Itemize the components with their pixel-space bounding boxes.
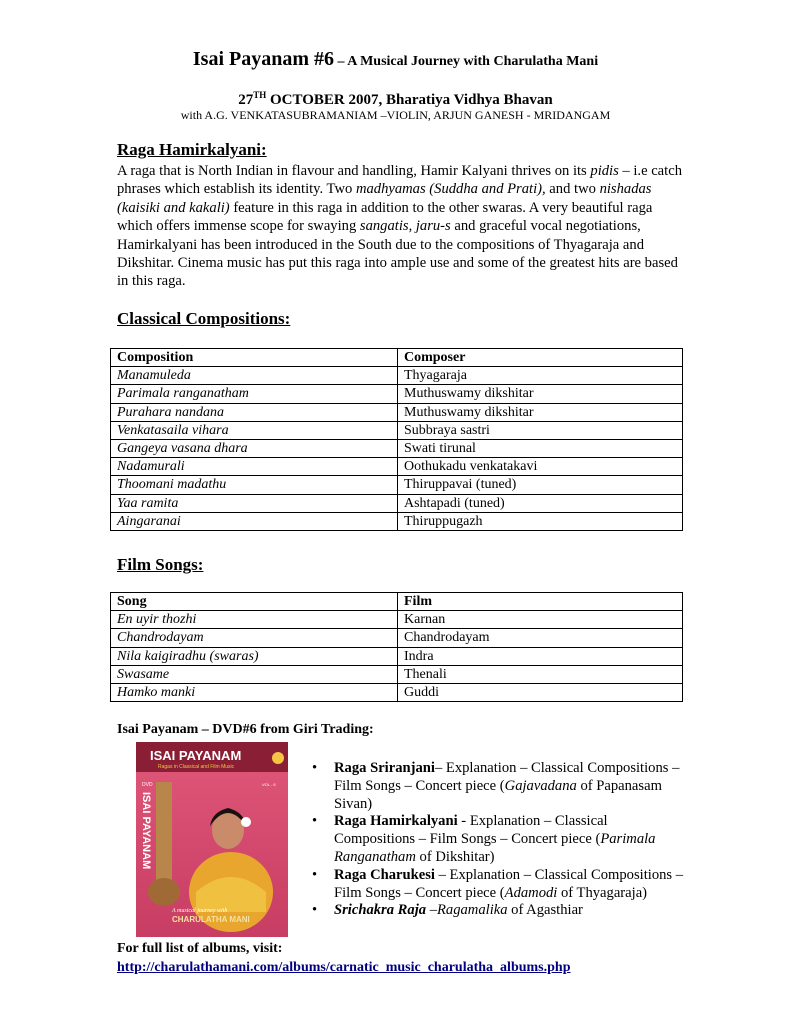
- table-header-row: [111, 349, 683, 367]
- table-cell-value: Thenali: [398, 665, 683, 683]
- cover-logo-icon: [272, 752, 284, 764]
- dvd-item-em: Gajavadana: [504, 777, 577, 794]
- table-cell-value: Thiruppavai (tuned): [398, 476, 683, 494]
- column-header-film: Film: [398, 593, 683, 611]
- table-cell-title: Swasame: [111, 665, 398, 683]
- dvd-item-bold: Raga Charukesi: [334, 866, 435, 883]
- raga-text-em: pidis: [590, 163, 619, 179]
- dvd-item-em: Adamodi: [504, 884, 558, 901]
- table-cell-value: Thiruppugazh: [398, 512, 683, 530]
- raga-text: and two: [545, 181, 600, 198]
- cover-vertical-title: ISAI PAYANAM: [140, 792, 152, 870]
- title-main: Isai Payanam #6: [192, 48, 335, 70]
- event-date: [0, 90, 791, 109]
- column-header-song: Song: [111, 593, 398, 611]
- title-subtitle: – A Musical Journey with Charulatha Mani: [334, 54, 599, 69]
- column-header-composer: Composer: [398, 349, 683, 367]
- dvd-item-t2: of Thyagaraja): [557, 884, 648, 901]
- table-cell-title: Chandrodayam: [111, 629, 398, 647]
- film-songs-table-body: [111, 593, 683, 702]
- dvd-cover-art: [136, 742, 288, 937]
- cover-title: ISAI PAYANAM: [150, 748, 242, 763]
- cover-artist: CHARULATHA MANI: [172, 915, 250, 924]
- bullet-icon: •: [312, 813, 318, 830]
- bullet-icon: •: [312, 902, 318, 919]
- table-cell-title: Parimala ranganatham: [111, 385, 398, 403]
- dvd-item-em: Parimala Ranganatham: [334, 831, 656, 865]
- table-row: [111, 647, 683, 665]
- table-cell-title: Nila kaigiradhu (swaras): [111, 647, 398, 665]
- list-item: [310, 902, 690, 920]
- table-header-row: [111, 593, 683, 611]
- dvd-contents-list: [310, 760, 690, 920]
- table-cell-title: Nadamurali: [111, 458, 398, 476]
- compositions-table: [110, 348, 683, 531]
- raga-text-em: nishadas (kaisiki and kakali): [117, 181, 652, 216]
- table-cell-value: Indra: [398, 647, 683, 665]
- table-row: [111, 367, 683, 385]
- date-day: 27: [238, 92, 254, 108]
- column-header-composition: Composition: [111, 349, 398, 367]
- raga-text-em: madhyamas (Suddha and Prati),: [355, 181, 546, 198]
- raga-text-em: jaru-s: [415, 218, 451, 235]
- table-cell-title: Aingaranai: [111, 512, 398, 530]
- dvd-cover-image: [136, 742, 288, 937]
- date-venue: OCTOBER 2007, Bharatiya Vidhya Bhavan: [266, 92, 553, 108]
- table-cell-value: Karnan: [398, 611, 683, 629]
- table-row: [111, 683, 683, 701]
- dvd-item-t1: - Explanation – Classical Compositions – Film Songs – Concert piece (: [334, 813, 608, 848]
- raga-text: and graceful vocal negotiations, Hamirkalyani has been introduced in the South due to the compositions of Thyagaraja and Dikshitar. Cinema music has put this raga into ample use and some of the greatest hits are based in this raga.: [117, 218, 678, 290]
- table-row: [111, 665, 683, 683]
- dvd-item-t2: of Dikshitar): [415, 848, 495, 865]
- table-cell-value: Swati tirunal: [398, 439, 683, 457]
- dvd-item-t2: of Agasthiar: [507, 902, 583, 919]
- table-cell-title: Hamko manki: [111, 683, 398, 701]
- dvd-item-t1: –: [426, 902, 437, 919]
- table-cell-value: Oothukadu venkatakavi: [398, 458, 683, 476]
- cover-journey: A musical journey with: [172, 908, 228, 914]
- accompanying-artists: with A.G. VENKATASUBRAMANIAM –VIOLIN, ARJUN GANESH - MRIDANGAM: [180, 108, 611, 122]
- film-songs-heading: Film Songs:: [117, 555, 204, 574]
- dvd-item-t2: of Papanasam Sivan): [334, 777, 662, 812]
- page-title: [0, 48, 791, 71]
- raga-text: – i.e catch phrases which establish its identity. Two: [117, 163, 682, 198]
- raga-text: A raga that is North Indian in flavour and handling, Hamir Kalyani thrives on its: [117, 163, 591, 179]
- albums-label: For full list of albums, visit:: [117, 941, 283, 956]
- cover-tagline: Ragas in Classical and Film Music: [158, 764, 235, 770]
- raga-text: feature in this raga in addition to the other swaras. A very beautiful raga which offers immense scope for swaying: [117, 199, 653, 235]
- cover-vol: VOL - 6: [262, 782, 276, 787]
- dvd-item-bold: Srichakra Raja: [334, 902, 427, 919]
- table-cell-title: Venkatasaila vihara: [111, 421, 398, 439]
- table-cell-value: Muthuswamy dikshitar: [398, 403, 683, 421]
- albums-link[interactable]: http://charulathamani.com/albums/carnatic_music_charulatha_albums.php: [117, 960, 571, 975]
- table-cell-title: Yaa ramita: [111, 494, 398, 512]
- list-item: [310, 867, 690, 903]
- compositions-heading: Classical Compositions:: [117, 309, 291, 328]
- table-row: [111, 439, 683, 457]
- table-cell-value: Thyagaraja: [398, 367, 683, 385]
- table-row: [111, 458, 683, 476]
- cover-badge: DVD: [142, 782, 153, 788]
- list-item: [310, 760, 690, 813]
- table-row: [111, 421, 683, 439]
- tanpura-icon: [156, 782, 172, 892]
- raga-text: ,: [408, 218, 416, 235]
- dvd-item-em: Ragamalika: [437, 902, 508, 919]
- bullet-icon: •: [312, 866, 318, 883]
- compositions-table-body: [111, 349, 683, 531]
- table-cell-title: Thoomani madathu: [111, 476, 398, 494]
- dvd-item-bold: Raga Sriranjani: [334, 760, 435, 776]
- table-cell-title: En uyir thozhi: [111, 611, 398, 629]
- tanpura-gourd-icon: [148, 878, 180, 906]
- list-item: [310, 813, 690, 866]
- table-cell-value: Guddi: [398, 683, 683, 701]
- table-row: [111, 385, 683, 403]
- date-suffix: TH: [253, 90, 267, 100]
- table-row: [111, 512, 683, 530]
- raga-heading: Raga Hamirkalyani:: [117, 140, 267, 159]
- table-row: [111, 476, 683, 494]
- table-row: [111, 611, 683, 629]
- film-songs-table: [110, 592, 683, 702]
- raga-description: [117, 162, 687, 291]
- table-row: [111, 403, 683, 421]
- dvd-heading: Isai Payanam – DVD#6 from Giri Trading:: [117, 722, 374, 737]
- table-cell-title: Gangeya vasana dhara: [111, 439, 398, 457]
- table-row: [111, 494, 683, 512]
- bullet-icon: •: [312, 760, 318, 776]
- table-cell-value: Muthuswamy dikshitar: [398, 385, 683, 403]
- flower-icon: [241, 817, 251, 827]
- table-cell-value: Subbraya sastri: [398, 421, 683, 439]
- table-cell-value: Ashtapadi (tuned): [398, 494, 683, 512]
- raga-text-em: sangatis: [359, 218, 409, 235]
- table-row: [111, 629, 683, 647]
- dvd-item-t1: – Explanation – Classical Compositions – Film Songs – Concert piece (: [334, 866, 684, 901]
- table-cell-title: Manamuleda: [111, 367, 398, 385]
- dvd-item-bold: Raga Hamirkalyani: [334, 813, 458, 830]
- dvd-item-t1: – Explanation – Classical Compositions – Film Songs – Concert piece (: [334, 760, 680, 794]
- table-cell-value: Chandrodayam: [398, 629, 683, 647]
- table-cell-title: Purahara nandana: [111, 403, 398, 421]
